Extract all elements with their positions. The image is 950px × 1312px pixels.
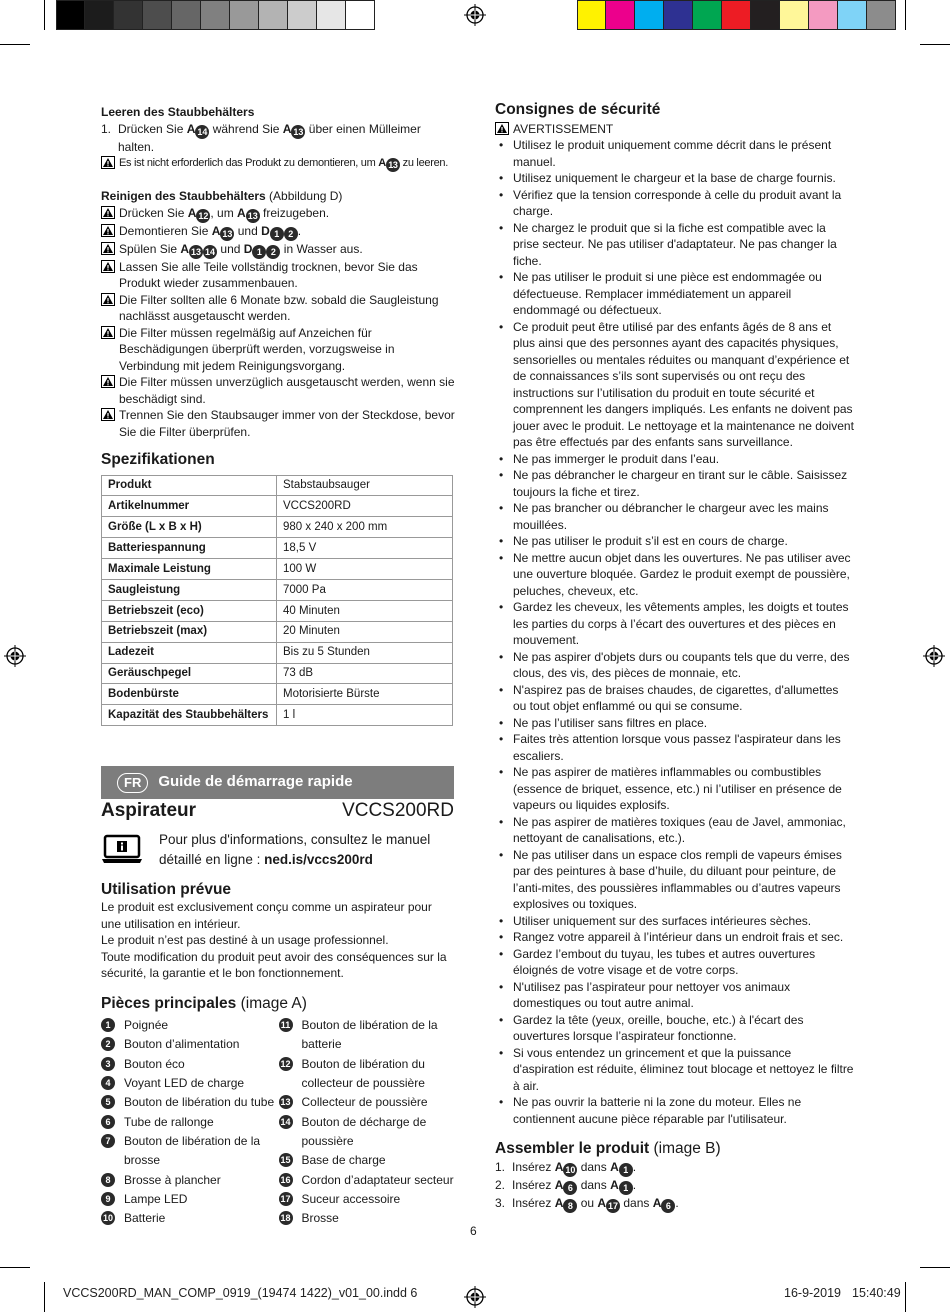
grayscale-color-bar	[56, 0, 375, 30]
spec-value: Stabstaubsauger	[277, 475, 453, 496]
part-item	[279, 1151, 457, 1170]
safety-item	[495, 715, 855, 732]
empty-bin-title: Leeren des Staubbehälters	[101, 105, 255, 119]
part-number-badge: 4	[101, 1076, 115, 1090]
part-number-badge: 1	[270, 227, 284, 241]
crop-mark	[920, 1267, 950, 1268]
color-swatch	[56, 0, 85, 30]
safety-text: Si vous entendez un grincement et que la puissance d'aspiration est réduite, éliminez tout blocage et nettoyez le filtre à air.	[513, 1045, 854, 1093]
usage-title: Utilisation prévue	[101, 880, 232, 898]
warning-icon	[495, 122, 509, 135]
bullet-icon: •	[499, 501, 504, 515]
bullet-icon: •	[499, 550, 504, 565]
safety-item	[495, 269, 855, 319]
safety-text: Ne pas ouvrir la batterie ni la zone du moteur. Elles ne contiennent aucune pièce réparable par l'utilisateur.	[513, 1095, 802, 1126]
footer-date: 16-9-2019	[784, 1286, 841, 1300]
part-number-badge: 8	[101, 1173, 115, 1187]
safety-text: Ne pas l’utiliser sans filtres en place.	[513, 715, 708, 730]
spec-key: Batteriespannung	[102, 538, 277, 559]
spec-row	[102, 684, 453, 705]
assemble-step: 1. Insérez A 10 dans A 1 .	[495, 1159, 637, 1175]
spec-row	[102, 600, 453, 621]
registration-mark-right	[923, 645, 945, 667]
part-number-badge: 6	[101, 1115, 115, 1129]
warning-note: Lassen Sie alle Teile vollständig trocknen, bevor Sie das Produkt wieder zusammenbauen.	[101, 259, 456, 292]
spec-row	[102, 663, 453, 684]
product-name: Aspirateur	[101, 800, 197, 822]
color-swatch	[751, 0, 780, 30]
color-swatch	[693, 0, 722, 30]
bullet-icon: •	[499, 171, 504, 185]
color-swatch	[172, 0, 201, 30]
part-item	[279, 1016, 457, 1055]
color-swatch	[606, 0, 635, 30]
part-label: Bouton de libération de la brosse	[124, 1133, 261, 1168]
spec-key: Produkt	[102, 475, 277, 496]
spec-value: 1 l	[277, 705, 453, 726]
right-column	[495, 102, 855, 1213]
warning-label-row	[495, 121, 855, 138]
step-text: Drücken Sie A 14 während Sie A 13 über einen Mülleimer halten.	[118, 121, 421, 154]
safety-text: N'utilisez pas l’aspirateur pour nettoyer vos animaux domestiques ou tout autre animal.	[513, 979, 791, 1010]
part-label: Base de charge	[301, 1153, 386, 1168]
safety-item	[495, 500, 855, 533]
assemble-heading: Assembler le produit (image B)	[495, 1140, 721, 1157]
part-number-badge: 5	[101, 1095, 115, 1109]
part-label: Brosse à plancher	[124, 1172, 221, 1187]
part-item	[101, 1209, 279, 1228]
part-item	[101, 1035, 279, 1054]
part-item	[101, 1171, 279, 1190]
color-swatch	[259, 0, 288, 30]
empty-step	[101, 121, 456, 156]
warning-icon	[101, 260, 115, 273]
safety-text: Ne pas aspirer de matières inflammables ou combustibles (essence de briquet, essence, etc.) ni l’utiliser en présence de vapeurs ou liquides explosifs.	[513, 765, 842, 812]
safety-item	[495, 1012, 855, 1045]
part-number-badge: 7	[101, 1134, 115, 1148]
footer-filename: VCCS200RD_MAN_COMP_0919_(19474 1422)_v01_00.indd 6	[63, 1286, 418, 1300]
part-number-badge: 14	[197, 126, 208, 137]
safety-item	[495, 137, 855, 170]
part-item	[101, 1132, 279, 1171]
spec-key: Größe (L x B x H)	[102, 517, 277, 538]
warning-icon	[101, 408, 115, 421]
spec-key: Ladezeit	[102, 642, 277, 663]
color-swatch	[809, 0, 838, 30]
safety-text: Ne chargez le produit que si la fiche est compatible avec la prise secteur. Ne pas utiliser d'adaptateur. Ne pas changer la fiche.	[513, 220, 837, 268]
safety-text: N'aspirez pas de braises chaudes, de cigarettes, d'allumettes ou tout objet enflammé ou qui se consume.	[513, 682, 839, 713]
quick-start-bar	[101, 766, 454, 799]
safety-title: Consignes de sécurité	[495, 101, 661, 118]
part-label: Collecteur de poussière	[301, 1095, 428, 1110]
color-swatch	[577, 0, 606, 30]
safety-item	[495, 1045, 855, 1095]
part-number-badge: 12	[280, 1058, 291, 1069]
spec-value: Bis zu 5 Stunden	[277, 642, 453, 663]
crop-mark	[44, 0, 45, 30]
part-item	[279, 1093, 457, 1112]
bullet-icon: •	[499, 319, 504, 334]
safety-item	[495, 451, 855, 468]
warning-icon	[101, 156, 115, 169]
part-label: Bouton de libération de la batterie	[301, 1018, 438, 1052]
spec-value: 100 W	[277, 559, 453, 580]
part-item	[101, 1190, 279, 1209]
safety-text: Utilisez le produit uniquement comme décrit dans le présent manuel.	[513, 138, 832, 169]
part-number-badge: 2	[101, 1037, 115, 1051]
part-number-badge: 10	[565, 1164, 576, 1175]
safety-text: Ne mettre aucun objet dans les ouvertures. Ne pas utiliser avec une ouverture bloquée. Gardez le produit exempt de poussière, peluches, cheveux, etc.	[513, 550, 851, 598]
spec-row	[102, 496, 453, 517]
spec-table	[101, 475, 453, 727]
color-swatch	[780, 0, 809, 30]
parts-heading: Pièces principales (image A)	[101, 994, 307, 1012]
safety-item	[495, 731, 855, 764]
parts-column-left	[101, 1016, 279, 1228]
crop-mark	[920, 44, 950, 45]
spec-key: Betriebszeit (eco)	[102, 600, 277, 621]
bullet-icon: •	[499, 451, 504, 466]
part-item	[279, 1190, 457, 1209]
part-label: Tube de rallonge	[124, 1114, 214, 1129]
part-number-badge: 17	[608, 1200, 619, 1211]
page-number: 6	[470, 1224, 477, 1238]
bullet-icon: •	[499, 847, 504, 862]
bullet-icon: •	[499, 534, 504, 548]
bullet-icon: •	[499, 220, 504, 235]
part-number-badge: 1	[252, 245, 266, 259]
bullet-icon: •	[499, 765, 504, 779]
crop-mark	[0, 44, 30, 45]
safety-item	[495, 649, 855, 682]
color-swatch	[346, 0, 375, 30]
color-swatch	[114, 0, 143, 30]
spec-row	[102, 538, 453, 559]
safety-text: Ce produit peut être utilisé par des enfants âgés de 8 ans et plus ainsi que des personnes ayant des capacités physiques, sensorielles ou mentales réduites ou manquant d’expérience et de connaissances s’ils sont supervisés ou ont reçu des instructions sur l’utilisation du produit en toute sécurité et comprennent les dangers impliqués. Les enfants ne doivent pas jouer avec le produit. Le nettoyage et la maintenance ne doivent pas être effectués par des enfants sans surveillance.	[513, 319, 854, 449]
warning-icon	[101, 293, 115, 306]
part-number-badge: 2	[266, 245, 280, 259]
spec-row	[102, 579, 453, 600]
safety-text: Utilisez uniquement le chargeur et la base de charge fournis.	[513, 171, 836, 185]
safety-item	[495, 467, 855, 500]
parts-column-right	[279, 1016, 457, 1228]
safety-item	[495, 319, 855, 451]
model-number: VCCS200RD	[342, 800, 454, 822]
spec-value: 7000 Pa	[277, 579, 453, 600]
part-item	[279, 1171, 457, 1190]
warning-note: Drücken Sie A 12 , um A 13 freizugeben.	[101, 205, 456, 223]
part-number-badge: 10	[102, 1213, 113, 1224]
bullet-icon: •	[499, 1095, 504, 1109]
spec-value: 980 x 240 x 200 mm	[277, 517, 453, 538]
part-number-badge: 9	[101, 1192, 115, 1206]
warning-note: Die Filter müssen regelmäßig auf Anzeichen für Beschädigungen überprüft werden, vorzugsweise in Verbindung mit jedem Reinigungsvorgang.	[101, 325, 456, 375]
part-label: Suceur accessoire	[301, 1191, 401, 1206]
part-number-badge: 14	[205, 246, 216, 257]
part-item	[101, 1113, 279, 1132]
spec-key: Maximale Leistung	[102, 559, 277, 580]
warning-note: Spülen Sie A 13 14 und D 1 2 in Wasser aus.	[101, 241, 456, 259]
crop-mark	[905, 0, 906, 30]
warning-note: Trennen Sie den Staubsauger immer von der Steckdose, bevor Sie die Filter überprüfen.	[101, 407, 456, 440]
spec-key: Betriebszeit (max)	[102, 621, 277, 642]
color-swatch	[201, 0, 230, 30]
product-line	[101, 800, 454, 822]
color-swatch	[230, 0, 259, 30]
color-swatch	[722, 0, 751, 30]
footer-time: 15:40:49	[852, 1286, 901, 1300]
part-number-badge: 18	[280, 1213, 291, 1224]
safety-item	[495, 550, 855, 600]
safety-text: Ne pas utiliser le produit si une pièce est endommagée ou défectueuse. Remplacer immédiatement un appareil endommagé ou défectueux.	[513, 270, 822, 317]
warning-icon	[101, 206, 115, 219]
safety-text: Ne pas utiliser le produit s’il est en cours de charge.	[513, 534, 788, 548]
spec-key: Saugleistung	[102, 579, 277, 600]
spec-key: Geräuschpegel	[102, 663, 277, 684]
bullet-icon: •	[499, 1045, 504, 1060]
bullet-icon: •	[499, 600, 504, 614]
part-item	[279, 1055, 457, 1094]
quick-start-title: Guide de démarrage rapide	[158, 773, 353, 791]
part-label: Voyant LED de charge	[124, 1076, 245, 1091]
part-item	[101, 1093, 279, 1112]
warning-label: AVERTISSEMENT	[513, 121, 614, 136]
part-label: Bouton d’alimentation	[124, 1037, 240, 1052]
part-number-badge: 12	[198, 210, 209, 221]
part-label: Batterie	[124, 1211, 166, 1226]
safety-item	[495, 913, 855, 930]
bullet-icon: •	[499, 946, 504, 961]
safety-item	[495, 187, 855, 220]
color-swatch	[143, 0, 172, 30]
bullet-icon: •	[499, 187, 504, 202]
safety-text: Ne pas aspirer d'objets durs ou coupants tels que du verre, des clous, des vis, des pièces de monnaie, etc.	[513, 649, 850, 680]
bullet-icon: •	[499, 979, 504, 994]
part-number-badge: 13	[191, 246, 202, 257]
bullet-icon: •	[499, 715, 504, 730]
warning-icon	[101, 375, 115, 388]
part-item	[101, 1055, 279, 1074]
color-swatch	[838, 0, 867, 30]
language-badge: FR	[117, 773, 148, 793]
part-number-badge: 1	[101, 1018, 115, 1032]
part-number-badge: 1	[619, 1163, 633, 1177]
warning-note: Es ist nicht erforderlich das Produkt zu demontieren, um A 13 zu leeren.	[101, 155, 456, 172]
part-number-badge: 17	[280, 1193, 291, 1204]
safety-text: Utiliser uniquement sur des surfaces intérieures sèches.	[513, 913, 812, 928]
spec-row	[102, 621, 453, 642]
safety-text: Faites très attention lorsque vous passez l'aspirateur dans les escaliers.	[513, 732, 841, 763]
registration-mark-left	[4, 645, 26, 667]
part-label: Poignée	[124, 1018, 169, 1033]
registration-mark-bottom	[464, 1286, 486, 1308]
spec-row	[102, 705, 453, 726]
part-item	[101, 1074, 279, 1093]
color-swatch	[867, 0, 896, 30]
part-number-badge: 2	[284, 227, 298, 241]
part-number-badge: 16	[280, 1174, 291, 1185]
safety-text: Ne pas utiliser dans un espace clos rempli de vapeurs émises par des peintures à base d’huile, du diluant pour peinture, de l’anti-mites, des poussières inflammables ou d’autres vapeurs explosives ou toxiques.	[513, 847, 842, 911]
spec-row	[102, 475, 453, 496]
part-label: Lampe LED	[124, 1191, 188, 1206]
safety-item	[495, 599, 855, 649]
safety-text: Gardez les cheveux, les vêtements amples, les doigts et toutes les parties du corps à l’écart des ouvertures et des pièces en mouvement.	[513, 600, 849, 647]
warning-note: Die Filter müssen unverzüglich ausgetauscht werden, wenn sie beschädigt sind.	[101, 374, 456, 407]
bullet-icon: •	[499, 682, 504, 697]
clean-bin-heading: Reinigen des Staubbehälters (Abbildung D)	[101, 189, 343, 203]
spec-value: VCCS200RD	[277, 496, 453, 517]
spec-value: 73 dB	[277, 663, 453, 684]
usage-text: Le produit est exclusivement conçu comme un aspirateur pour une utilisation en intérieur. Le produit n’est pas destiné à un usage professionnel. Toute modification du produit peut avoir des conséquences sur la sécurité, la garantie et le bon fonctionnement.	[101, 900, 447, 981]
crop-mark	[905, 1282, 906, 1312]
assemble-step: 2. Insérez A 6 dans A 1 .	[495, 1177, 637, 1193]
part-label: Bouton de décharge de poussière	[301, 1114, 427, 1148]
part-number-badge: 8	[563, 1199, 577, 1213]
spec-key: Bodenbürste	[102, 684, 277, 705]
process-color-bar	[577, 0, 896, 30]
crop-mark	[0, 1267, 30, 1268]
bullet-icon: •	[499, 930, 504, 944]
step-number: 1.	[101, 121, 112, 136]
color-swatch	[664, 0, 693, 30]
safety-item	[495, 1094, 855, 1127]
safety-text: Ne pas immerger le produit dans l’eau.	[513, 451, 720, 466]
color-swatch	[317, 0, 346, 30]
part-number-badge: 3	[101, 1057, 115, 1071]
safety-text: Rangez votre appareil à l’intérieur dans un endroit frais et sec.	[513, 930, 844, 944]
bullet-icon: •	[499, 649, 504, 664]
spec-value: 40 Minuten	[277, 600, 453, 621]
part-number-badge: 15	[280, 1155, 291, 1166]
spec-row	[102, 517, 453, 538]
warning-note: Demontieren Sie A 13 und D 1 2 .	[101, 223, 456, 241]
safety-item	[495, 814, 855, 847]
safety-item	[495, 929, 855, 946]
safety-text: Vérifiez que la tension corresponde à celle du produit avant la charge.	[513, 187, 842, 218]
warning-icon	[101, 242, 115, 255]
safety-item	[495, 847, 855, 913]
part-item	[101, 1016, 279, 1035]
spec-value: 18,5 V	[277, 538, 453, 559]
bullet-icon: •	[499, 270, 504, 284]
part-label: Bouton éco	[124, 1056, 185, 1071]
spec-row	[102, 559, 453, 580]
part-number-badge: 13	[247, 210, 258, 221]
warning-icon	[101, 326, 115, 339]
safety-item	[495, 533, 855, 550]
part-label: Bouton de libération du tube	[124, 1095, 275, 1110]
bullet-icon: •	[499, 814, 504, 829]
left-column	[101, 104, 456, 1228]
crop-mark	[44, 1282, 45, 1312]
bullet-icon: •	[499, 732, 504, 746]
warning-icon	[101, 224, 115, 237]
safety-text: Ne pas brancher ou débrancher le chargeur avec les mains mouillées.	[513, 501, 829, 532]
part-item	[279, 1113, 457, 1152]
safety-item	[495, 220, 855, 270]
part-label: Bouton de libération du collecteur de poussière	[301, 1056, 425, 1091]
part-number-badge: 6	[563, 1181, 577, 1195]
online-manual-info: Pour plus d'informations, consultez le manuel détaillé en ligne : ned.is/vccs200rd	[101, 830, 456, 870]
bullet-icon: •	[499, 1012, 504, 1027]
safety-text: Ne pas aspirer de matières toxiques (eau de Javel, ammoniac, nettoyant de canalisations, etc.).	[513, 814, 846, 845]
part-label: Brosse	[301, 1211, 339, 1226]
color-swatch	[85, 0, 114, 30]
safety-text: Gardez l’embout du tuyau, les tubes et autres ouvertures éloignés de votre visage et de votre corps.	[513, 946, 816, 977]
part-number-badge: 13	[280, 1097, 291, 1108]
bullet-icon: •	[499, 138, 504, 152]
warning-note: Die Filter sollten alle 6 Monate bzw. sobald die Saugleistung nachlässt ausgetauscht werden.	[101, 292, 456, 325]
assemble-step: 3. Insérez A 8 ou A 17 dans A 6 .	[495, 1195, 679, 1211]
manual-link[interactable]: ned.is/vccs200rd	[264, 851, 373, 867]
spec-title: Spezifikationen	[101, 451, 215, 468]
safety-item	[495, 764, 855, 814]
part-number-badge: 14	[280, 1116, 291, 1127]
spec-key: Artikelnummer	[102, 496, 277, 517]
safety-item	[495, 170, 855, 187]
parts-list	[101, 1016, 456, 1228]
part-item	[279, 1209, 457, 1228]
part-number-badge: 6	[661, 1199, 675, 1213]
spec-value: 20 Minuten	[277, 621, 453, 642]
registration-mark-top	[464, 4, 486, 26]
safety-item	[495, 979, 855, 1012]
safety-item	[495, 682, 855, 715]
safety-list	[495, 137, 855, 1127]
part-number-badge: 1	[619, 1181, 633, 1195]
laptop-info-icon	[101, 834, 143, 864]
part-number-badge: 13	[293, 126, 304, 137]
safety-item	[495, 946, 855, 979]
part-number-badge: 13	[222, 228, 233, 239]
spec-row	[102, 642, 453, 663]
spec-value: Motorisierte Bürste	[277, 684, 453, 705]
color-swatch	[288, 0, 317, 30]
part-label: Cordon d’adaptateur secteur	[301, 1172, 454, 1187]
bullet-icon: •	[499, 468, 504, 482]
safety-text: Ne pas débrancher le chargeur en tirant sur le câble. Saisissez toujours la fiche et tirez.	[513, 468, 848, 499]
color-swatch	[635, 0, 664, 30]
spec-key: Kapazität des Staubbehälters	[102, 705, 277, 726]
part-number-badge: 13	[386, 158, 400, 172]
part-number-badge: 11	[279, 1018, 293, 1032]
safety-text: Gardez la tête (yeux, oreille, bouche, etc.) à l'écart des ouvertures lorsque l’aspirateur fonctionne.	[513, 1012, 804, 1043]
bullet-icon: •	[499, 913, 504, 928]
